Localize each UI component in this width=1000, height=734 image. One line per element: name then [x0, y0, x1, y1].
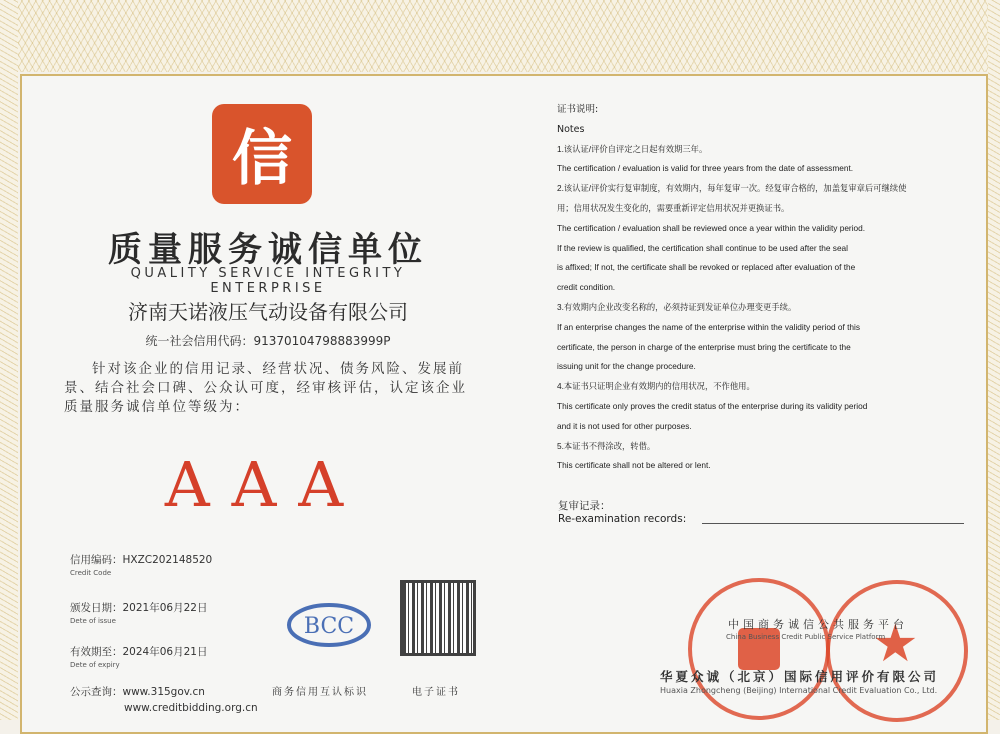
- query-url-2[interactable]: www.creditbidding.org.cn: [124, 702, 258, 714]
- note-line: 1.该认证/评价自评定之日起有效期三年。: [557, 143, 708, 154]
- note-line: is affixed; If not, the certificate shall be revoked or replaced after evaluation of the: [557, 262, 856, 273]
- grade-rating: AAA: [164, 448, 366, 521]
- decorative-border-top: [0, 0, 1000, 72]
- notes-section: [557, 100, 982, 476]
- note-line: 用；信用状况发生变化的，需要重新评定信用状况并更换证书。: [557, 202, 790, 213]
- certificate-description: 针对该企业的信用记录、经营状况、债务风险、发展前景、结合社会口碑、公众认可度，经审核评估，认定该企业质量服务诚信单位等级为：: [64, 361, 467, 415]
- credit-code-label-en: Credit Code: [70, 569, 112, 577]
- note-line: 2.该认证/评价实行复审制度，有效期内，每年复审一次。经复审合格的，加盖复审章后可继续使: [557, 183, 907, 194]
- issuer-name-en: Huaxia Zhongcheng (Beijing) International Credit Evaluation Co., Ltd.: [660, 686, 938, 695]
- decorative-border-left: [0, 0, 18, 720]
- bcc-logo-text: BCC: [303, 614, 355, 639]
- qr-code[interactable]: [400, 580, 476, 656]
- note-line: The certification / evaluation is valid for three years from the date of assessment.: [557, 163, 854, 174]
- note-line: This certificate only proves the credit status of the enterprise during its validity period: [557, 400, 868, 411]
- expiry-date-block: [70, 644, 207, 669]
- note-line: 5.本证书不得涂改，转借。: [557, 440, 656, 451]
- reexam-record-line: [702, 523, 964, 524]
- platform-name-en: China Business Credit Public Service Platform: [726, 633, 886, 641]
- company-seal-stamp: [826, 580, 968, 722]
- issuer-name-cn: 华夏众诚（北京）国际信用评价有限公司: [660, 669, 940, 684]
- decorative-border-right: [988, 0, 1000, 720]
- note-line: This certificate shall not be altered or lent.: [557, 460, 711, 471]
- credit-code-block: [70, 552, 212, 577]
- notes-heading-cn: 证书说明:: [557, 104, 599, 115]
- note-line: certificate, the person in charge of the enterprise must bring the certificate to the: [557, 341, 851, 352]
- issue-date-block: [70, 600, 207, 625]
- expiry-date: 有效期至：2024年06月21日: [70, 646, 208, 658]
- note-line: 4.本证书只证明企业有效期内的信用状况，不作他用。: [557, 381, 755, 392]
- credit-seal-logo-icon: 信: [212, 104, 312, 204]
- notes-heading-en: Notes: [557, 123, 585, 135]
- note-line: issuing unit for the change procedure.: [557, 361, 696, 372]
- qr-caption: 电子证书: [412, 687, 460, 698]
- notes-lines: [557, 140, 982, 477]
- note-line: 3.有效期内企业改变名称的，必须持证到发证单位办理变更手续。: [557, 301, 797, 312]
- bcc-caption: 商务信用互认标识: [272, 687, 368, 698]
- reexam-label-cn: 复审记录：: [558, 500, 611, 512]
- note-line: The certification / evaluation shall be reviewed once a year within the validity period.: [557, 222, 866, 233]
- reexam-label-en: Re-examination records:: [558, 513, 687, 525]
- query-url[interactable]: 公示查询：www.315gov.cn: [70, 686, 205, 698]
- star-icon: ★: [872, 614, 919, 674]
- note-line: and it is not used for other purposes.: [557, 420, 692, 431]
- company-name: 济南天诺液压气动设备有限公司: [128, 300, 408, 324]
- issue-date: 颁发日期：2021年06月22日: [70, 602, 208, 614]
- note-line: If the review is qualified, the certification shall continue to be used after the seal: [557, 242, 849, 253]
- platform-seal-stamp: [688, 578, 830, 720]
- credit-code: 信用编码：HXZC202148520: [70, 554, 213, 566]
- platform-name-cn: 中国商务诚信公共服务平台: [728, 618, 908, 631]
- note-line: credit condition.: [557, 282, 616, 293]
- issue-date-label-en: Dete of issue: [70, 617, 116, 625]
- bcc-logo-icon: [286, 598, 372, 650]
- certificate-title: 质量服务诚信单位: [108, 230, 428, 270]
- note-line: If an enterprise changes the name of the enterprise within the validity period of this: [557, 321, 861, 332]
- certificate-title-en: QUALITY SERVICE INTEGRITY ENTERPRISE: [130, 266, 406, 296]
- expiry-date-label-en: Dete of expiry: [70, 661, 120, 669]
- reexam-heading: [558, 498, 686, 525]
- unified-credit-code: 统一社会信用代码：91370104798883999P: [145, 334, 391, 348]
